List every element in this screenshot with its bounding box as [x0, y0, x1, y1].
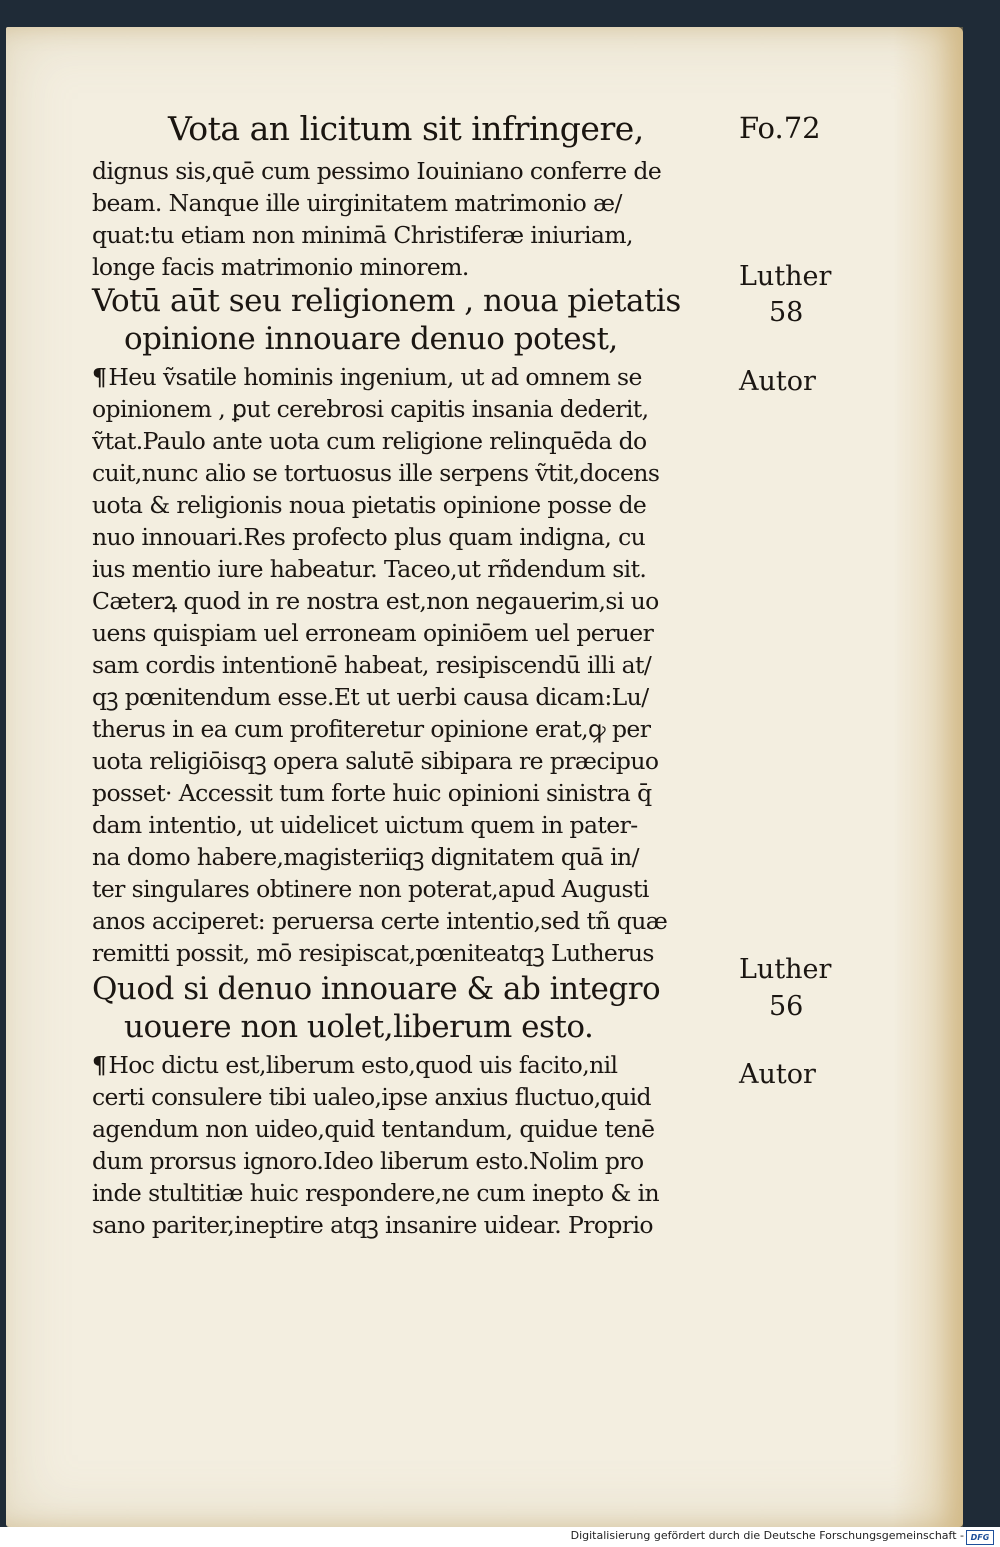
body-line: agendum non uideo,quid tentandum, quidue tenē [92, 1115, 655, 1143]
funding-credit: Digitalisierung gefördert durch die Deutsche Forschungsgemeinschaft - [570, 1529, 964, 1542]
body-line: dam intentio, ut uidelicet uictum quem in pater- [92, 811, 638, 839]
body-line: nuo innouari.Res profecto plus quam indigna, cu [92, 523, 646, 551]
body-line: ter singulares obtinere non poterat,apud Augusti [92, 875, 649, 903]
section-heading: Quod si denuo innouare & ab integro [92, 971, 661, 1007]
pilcrow-mark: ¶ [92, 363, 107, 391]
margin-note-autor: Autor [739, 1059, 816, 1090]
body-line: uens quispiam uel erroneam opiniōem uel peruer [92, 619, 654, 647]
body-line: uota & religionis noua pietatis opinione posse de [92, 491, 647, 519]
body-line: inde stultitiæ huic respondere,ne cum inepto & in [92, 1179, 660, 1207]
margin-note-number: 56 [769, 991, 804, 1022]
body-line: cuit,nunc alio se tortuosus ille serpens ṽtit,docens [92, 459, 660, 487]
body-line: beam. Nanque ille uirginitatem matrimonio æ/ [92, 189, 622, 217]
margin-note-autor: Autor [739, 366, 816, 397]
body-line: ¶Heu ṽsatile hominis ingenium, ut ad omnem se [92, 363, 642, 391]
body-line: uota religiōisqꝫ opera salutē sibipara re præcipuo [92, 747, 659, 775]
body-line: dignus sis,quē cum pessimo Iouiniano conferre de [92, 157, 662, 185]
body-line: dum prorsus ignoro.Ideo liberum esto.Nolim pro [92, 1147, 644, 1175]
section-heading: uouere non uolet,liberum esto. [124, 1009, 594, 1045]
margin-note-number: 58 [769, 297, 804, 328]
dfg-logo-icon: DFG [966, 1530, 994, 1545]
body-line: sam cordis intentionē habeat, resipiscendū illi at/ [92, 651, 652, 679]
running-head: Vota an licitum sit infringere, [168, 109, 644, 148]
margin-note-luther: Luther [739, 954, 832, 985]
body-line: na domo habere,magisteriiqꝫ dignitatem quā in/ [92, 843, 639, 871]
body-line: posset· Accessit tum forte huic opinioni sinistra q̄ [92, 779, 652, 807]
body-line: longe facis matrimonio minorem. [92, 253, 469, 281]
footer-bar [0, 1527, 1000, 1547]
pilcrow-mark: ¶ [92, 1051, 107, 1079]
body-line: ¶Hoc dictu est,liberum esto,quod uis facito,nil [92, 1051, 618, 1079]
body-line: ṽtat.Paulo ante uota cum religione relinquēda do [92, 427, 647, 455]
body-line: sano pariter,ineptire atqꝫ insanire uidear. Proprio [92, 1211, 653, 1239]
body-line: Cæterꝝ quod in re nostra est,non negauerim,si uo [92, 587, 659, 615]
section-heading: opinione innouare denuo potest, [124, 321, 618, 357]
section-heading: Votū aūt seu religionem , noua pietatis [92, 283, 681, 319]
body-line: opinionem , ꝑut cerebrosi capitis insania dederit, [92, 395, 649, 423]
book-page [6, 27, 963, 1527]
body-line: certi consulere tibi ualeo,ipse anxius fluctuo,quid [92, 1083, 652, 1111]
body-line: qꝫ pœnitendum esse.Et ut uerbi causa dicam:Lu/ [92, 683, 649, 711]
folio-number: Fo.72 [739, 111, 821, 145]
body-line: anos acciperet: peruersa certe intentio,sed tñ quæ [92, 907, 668, 935]
body-line: quat:tu etiam non minimā Christiferæ iniuriam, [92, 221, 633, 249]
body-line: ius mentio iure habeatur. Taceo,ut rñdendum sit. [92, 555, 647, 583]
body-line: remitti possit, mō resipiscat,pœniteatqꝫ Lutherus [92, 939, 654, 967]
body-line: therus in ea cum profiteretur opinione erat,ꝙ per [92, 715, 651, 743]
margin-note-luther: Luther [739, 261, 832, 292]
